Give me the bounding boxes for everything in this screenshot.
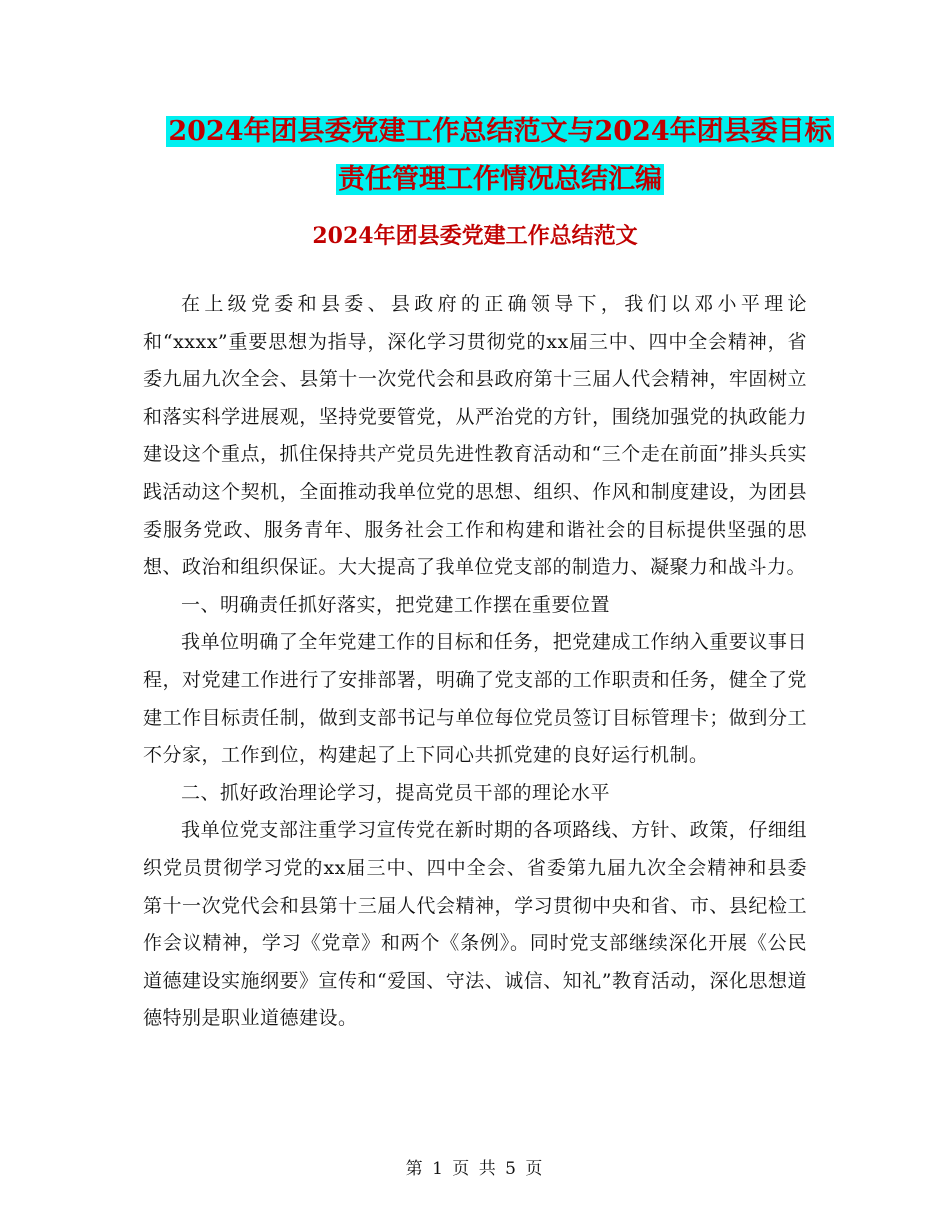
title-line-1: 2024年团县委党建工作总结范文与2024年团县委目标	[168, 116, 832, 147]
paragraph-two: 我单位党支部注重学习宣传党在新时期的各项路线、方针、政策，仔细组织党员贯彻学习党的xx届三中、四中全会、省委第九届九次全会精神和县委第十一次党代会和县第十三届人代会精神，学习贯彻中央和省、市、县纪检工作会议精神，学习《党章》和两个《条例》。同时党支部继续深化开展《公民道德建设实施纲要》宣传和“爱国、守法、诚信、知礼”教育活动，深化思想道德特别是职业道德建设。	[143, 819, 807, 1030]
document-title	[140, 108, 860, 204]
page-footer: 第 1 页 共 5 页	[405, 1159, 545, 1179]
paragraph-one: 我单位明确了全年党建工作的目标和任务，把党建成工作纳入重要议事日程，对党建工作进行了安排部署，明确了党支部的工作职责和任务，健全了党建工作目标责任制，做到支部书记与单位每位党员签订目标管理卡；做到分工不分家，工作到位，构建起了上下同心共抓党建的良好运行机制。	[143, 631, 807, 767]
document-body	[143, 286, 807, 1038]
heading-two: 二、抓好政治理论学习，提高党员干部的理论水平	[181, 781, 611, 804]
section-title: 2024年团县委党建工作总结范文	[312, 223, 638, 249]
title-line-2: 责任管理工作情况总结汇编	[338, 164, 662, 195]
heading-one: 一、明确责任抓好落实，把党建工作摆在重要位置	[181, 593, 611, 616]
paragraph-intro: 在上级党委和县委、县政府的正确领导下，我们以邓小平理论和“xxxx”重要思想为指导，深化学习贯彻党的xx届三中、四中全会精神，省委九届九次全会、县第十一次党代会和县政府第十三届人代会精神，牢固树立和落实科学进展观，坚持党要管党，从严治党的方针，围绕加强党的执政能力建设这个重点，抓住保持共产党员先进性教育活动和“三个走在前面”排头兵实践活动这个契机，全面推动我单位党的思想、组织、作风和制度建设，为团县委服务党政、服务青年、服务社会工作和构建和谐社会的目标提供坚强的思想、政治和组织保证。大大提高了我单位党支部的制造力、凝聚力和战斗力。	[143, 293, 807, 579]
